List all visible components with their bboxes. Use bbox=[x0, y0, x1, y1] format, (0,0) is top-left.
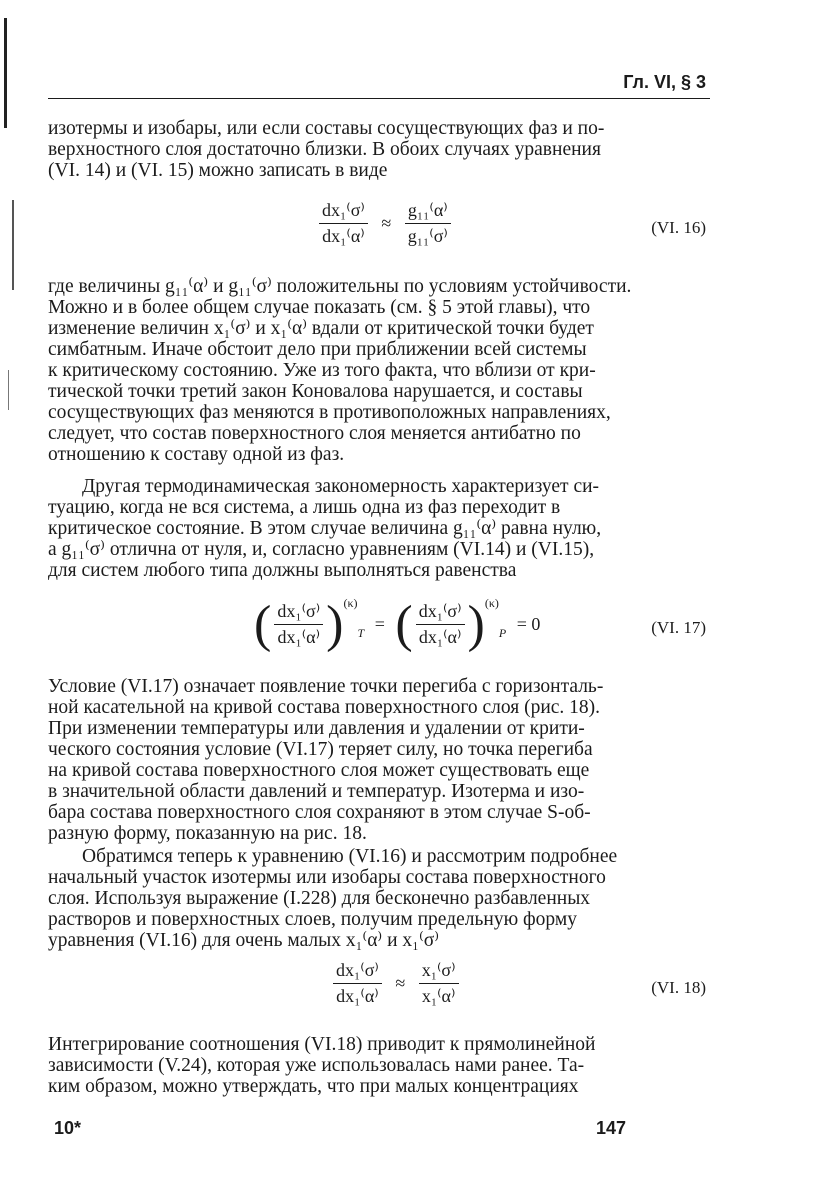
equation-number: (VI. 18) bbox=[651, 978, 706, 997]
signature-mark: 10* bbox=[54, 1118, 82, 1138]
denominator: x₁⁽α⁾ bbox=[421, 986, 456, 1006]
paragraph-2 bbox=[48, 276, 710, 465]
equation-number: (VI. 16) bbox=[651, 218, 706, 237]
text-line: критическое состояние. В этом случае величина g₁₁⁽α⁾ равна нулю, bbox=[48, 518, 602, 539]
text-line: изотермы и изобары, или если составы сосуществующих фаз и по- bbox=[48, 118, 605, 139]
paragraph-4 bbox=[48, 676, 710, 844]
paragraph-1 bbox=[48, 118, 710, 181]
text-line: слоя. Используя выражение (I.228) для бесконечно разбавленных bbox=[48, 888, 591, 909]
numerator: x₁⁽σ⁾ bbox=[419, 960, 459, 984]
text-line: где величины g₁₁⁽α⁾ и g₁₁⁽σ⁾ положительны по условиям устойчивости. bbox=[48, 276, 632, 297]
text-line: изменение величин x₁⁽σ⁾ и x₁⁽α⁾ вдали от критической точки будет bbox=[48, 318, 594, 339]
subscript-p: P bbox=[498, 626, 507, 640]
numerator: dx₁⁽σ⁾ bbox=[274, 601, 323, 625]
text-line: зависимости (V.24), которая уже использовалась нами ранее. Та- bbox=[48, 1055, 585, 1076]
scan-margin-mark bbox=[8, 370, 9, 410]
text-line: туацию, когда не вся система, а лишь одна из фаз переходит в bbox=[48, 497, 561, 518]
text-line: сосуществующих фаз меняются в противоположных направлениях, bbox=[48, 402, 611, 423]
text-line: Интегрирование соотношения (VI.18) приводит к прямолинейной bbox=[48, 1034, 596, 1055]
text-line: для систем любого типа должны выполняться равенства bbox=[48, 560, 517, 581]
text-line: уравнения (VI.16) для очень малых x₁⁽α⁾ и x₁⁽σ⁾ bbox=[48, 930, 440, 951]
text-line: к критическому состоянию. Уже из того факта, что вблизи от кри- bbox=[48, 360, 596, 381]
subscript-t: T bbox=[357, 626, 365, 640]
denominator: dx₁⁽α⁾ bbox=[336, 986, 379, 1006]
text-line: При изменении температуры или давления и удалении от крити- bbox=[48, 718, 585, 739]
text-line: (VI. 14) и (VI. 15) можно записать в виде bbox=[48, 160, 388, 181]
text-line: а g₁₁⁽σ⁾ отлична от нуля, и, согласно уравнениям (VI.14) и (VI.15), bbox=[48, 539, 595, 560]
page-header bbox=[48, 70, 710, 99]
text-line: Обратимся теперь к уравнению (VI.16) и рассмотрим подробнее bbox=[82, 846, 618, 867]
text-line: растворов и поверхностных слоев, получим предельную форму bbox=[48, 909, 577, 930]
paragraph-3 bbox=[48, 476, 710, 581]
text-line: симбатным. Иначе обстоит дело при приближении всей системы bbox=[48, 339, 587, 360]
text-line: ким образом, можно утверждать, что при малых концентрациях bbox=[48, 1076, 579, 1097]
paragraph-5 bbox=[48, 846, 710, 951]
equation-vi-16 bbox=[48, 198, 710, 262]
fraction bbox=[405, 200, 451, 247]
approx-sign: ≈ bbox=[381, 213, 392, 233]
text-line: на кривой состава поверхностного слоя может существовать еще bbox=[48, 760, 590, 781]
denominator: dx₁⁽α⁾ bbox=[277, 627, 321, 648]
fraction bbox=[274, 601, 323, 648]
scan-margin-mark bbox=[12, 200, 14, 290]
text-line: Другая термодинамическая закономерность характеризует си- bbox=[82, 476, 600, 497]
equation-vi-18 bbox=[48, 958, 710, 1022]
denominator: g₁₁⁽σ⁾ bbox=[407, 226, 448, 246]
equals-zero: = 0 bbox=[516, 614, 541, 635]
fraction bbox=[333, 960, 382, 1007]
order-superscript: (κ) bbox=[343, 596, 358, 610]
running-head: Гл. VI, § 3 bbox=[623, 72, 706, 92]
text-line: бара состава поверхностного слоя сохраняют в этом случае S-об- bbox=[48, 802, 591, 823]
equation-number: (VI. 17) bbox=[651, 618, 706, 637]
fraction bbox=[416, 601, 465, 648]
text-line: ной касательной на кривой состава поверхностного слоя (рис. 18). bbox=[48, 697, 601, 718]
text-line: Условие (VI.17) означает появление точки перегиба с горизонталь- bbox=[48, 676, 604, 697]
text-line: следует, что состав поверхностного слоя меняется антибатно по bbox=[48, 423, 581, 444]
text-line: отношению к составу одной из фаз. bbox=[48, 444, 345, 465]
numerator: g₁₁⁽α⁾ bbox=[405, 200, 451, 224]
approx-sign: ≈ bbox=[395, 973, 406, 993]
numerator: dx₁⁽σ⁾ bbox=[333, 960, 382, 984]
paragraph-6 bbox=[48, 1034, 710, 1097]
text-line: верхностного слоя достаточно близки. В обоих случаях уравнения bbox=[48, 139, 601, 160]
denominator: dx₁⁽α⁾ bbox=[418, 627, 462, 648]
fraction bbox=[419, 960, 459, 1007]
order-superscript: (κ) bbox=[484, 596, 499, 610]
denominator: dx₁⁽α⁾ bbox=[322, 226, 365, 246]
text-line: разную форму, показанную на рис. 18. bbox=[48, 823, 367, 844]
numerator: dx₁⁽σ⁾ bbox=[319, 200, 368, 224]
page-number: 147 bbox=[596, 1118, 627, 1138]
fraction bbox=[319, 200, 368, 247]
text-line: в значительной области давлений и температур. Изотерма и изо- bbox=[48, 781, 585, 802]
equation-vi-17: ( $\frac{\text{dx₁⁽σ⁾}}{\text{dx₁⁽α⁾}}$ )$^{(\kappa)}_T$ = ( $\frac{\text{dx₁⁽σ⁾}}{\text{dx₁⁽α⁾}}$ )$^{(\kappa)}_P$ = 0 (VI. 17) bbox=[254, 595, 706, 653]
text-line: начальный участок изотермы или изобары состава поверхностного bbox=[48, 867, 606, 888]
numerator: dx₁⁽σ⁾ bbox=[416, 601, 465, 625]
scan-margin-mark bbox=[4, 18, 7, 128]
text-line: тической точки третий закон Коновалова нарушается, и составы bbox=[48, 381, 583, 402]
equals-sign: = bbox=[374, 614, 385, 635]
text-line: ческого состояния условие (VI.17) теряет силу, но точка перегиба bbox=[48, 739, 593, 760]
text-line: Можно и в более общем случае показать (см. § 5 этой главы), что bbox=[48, 297, 591, 318]
